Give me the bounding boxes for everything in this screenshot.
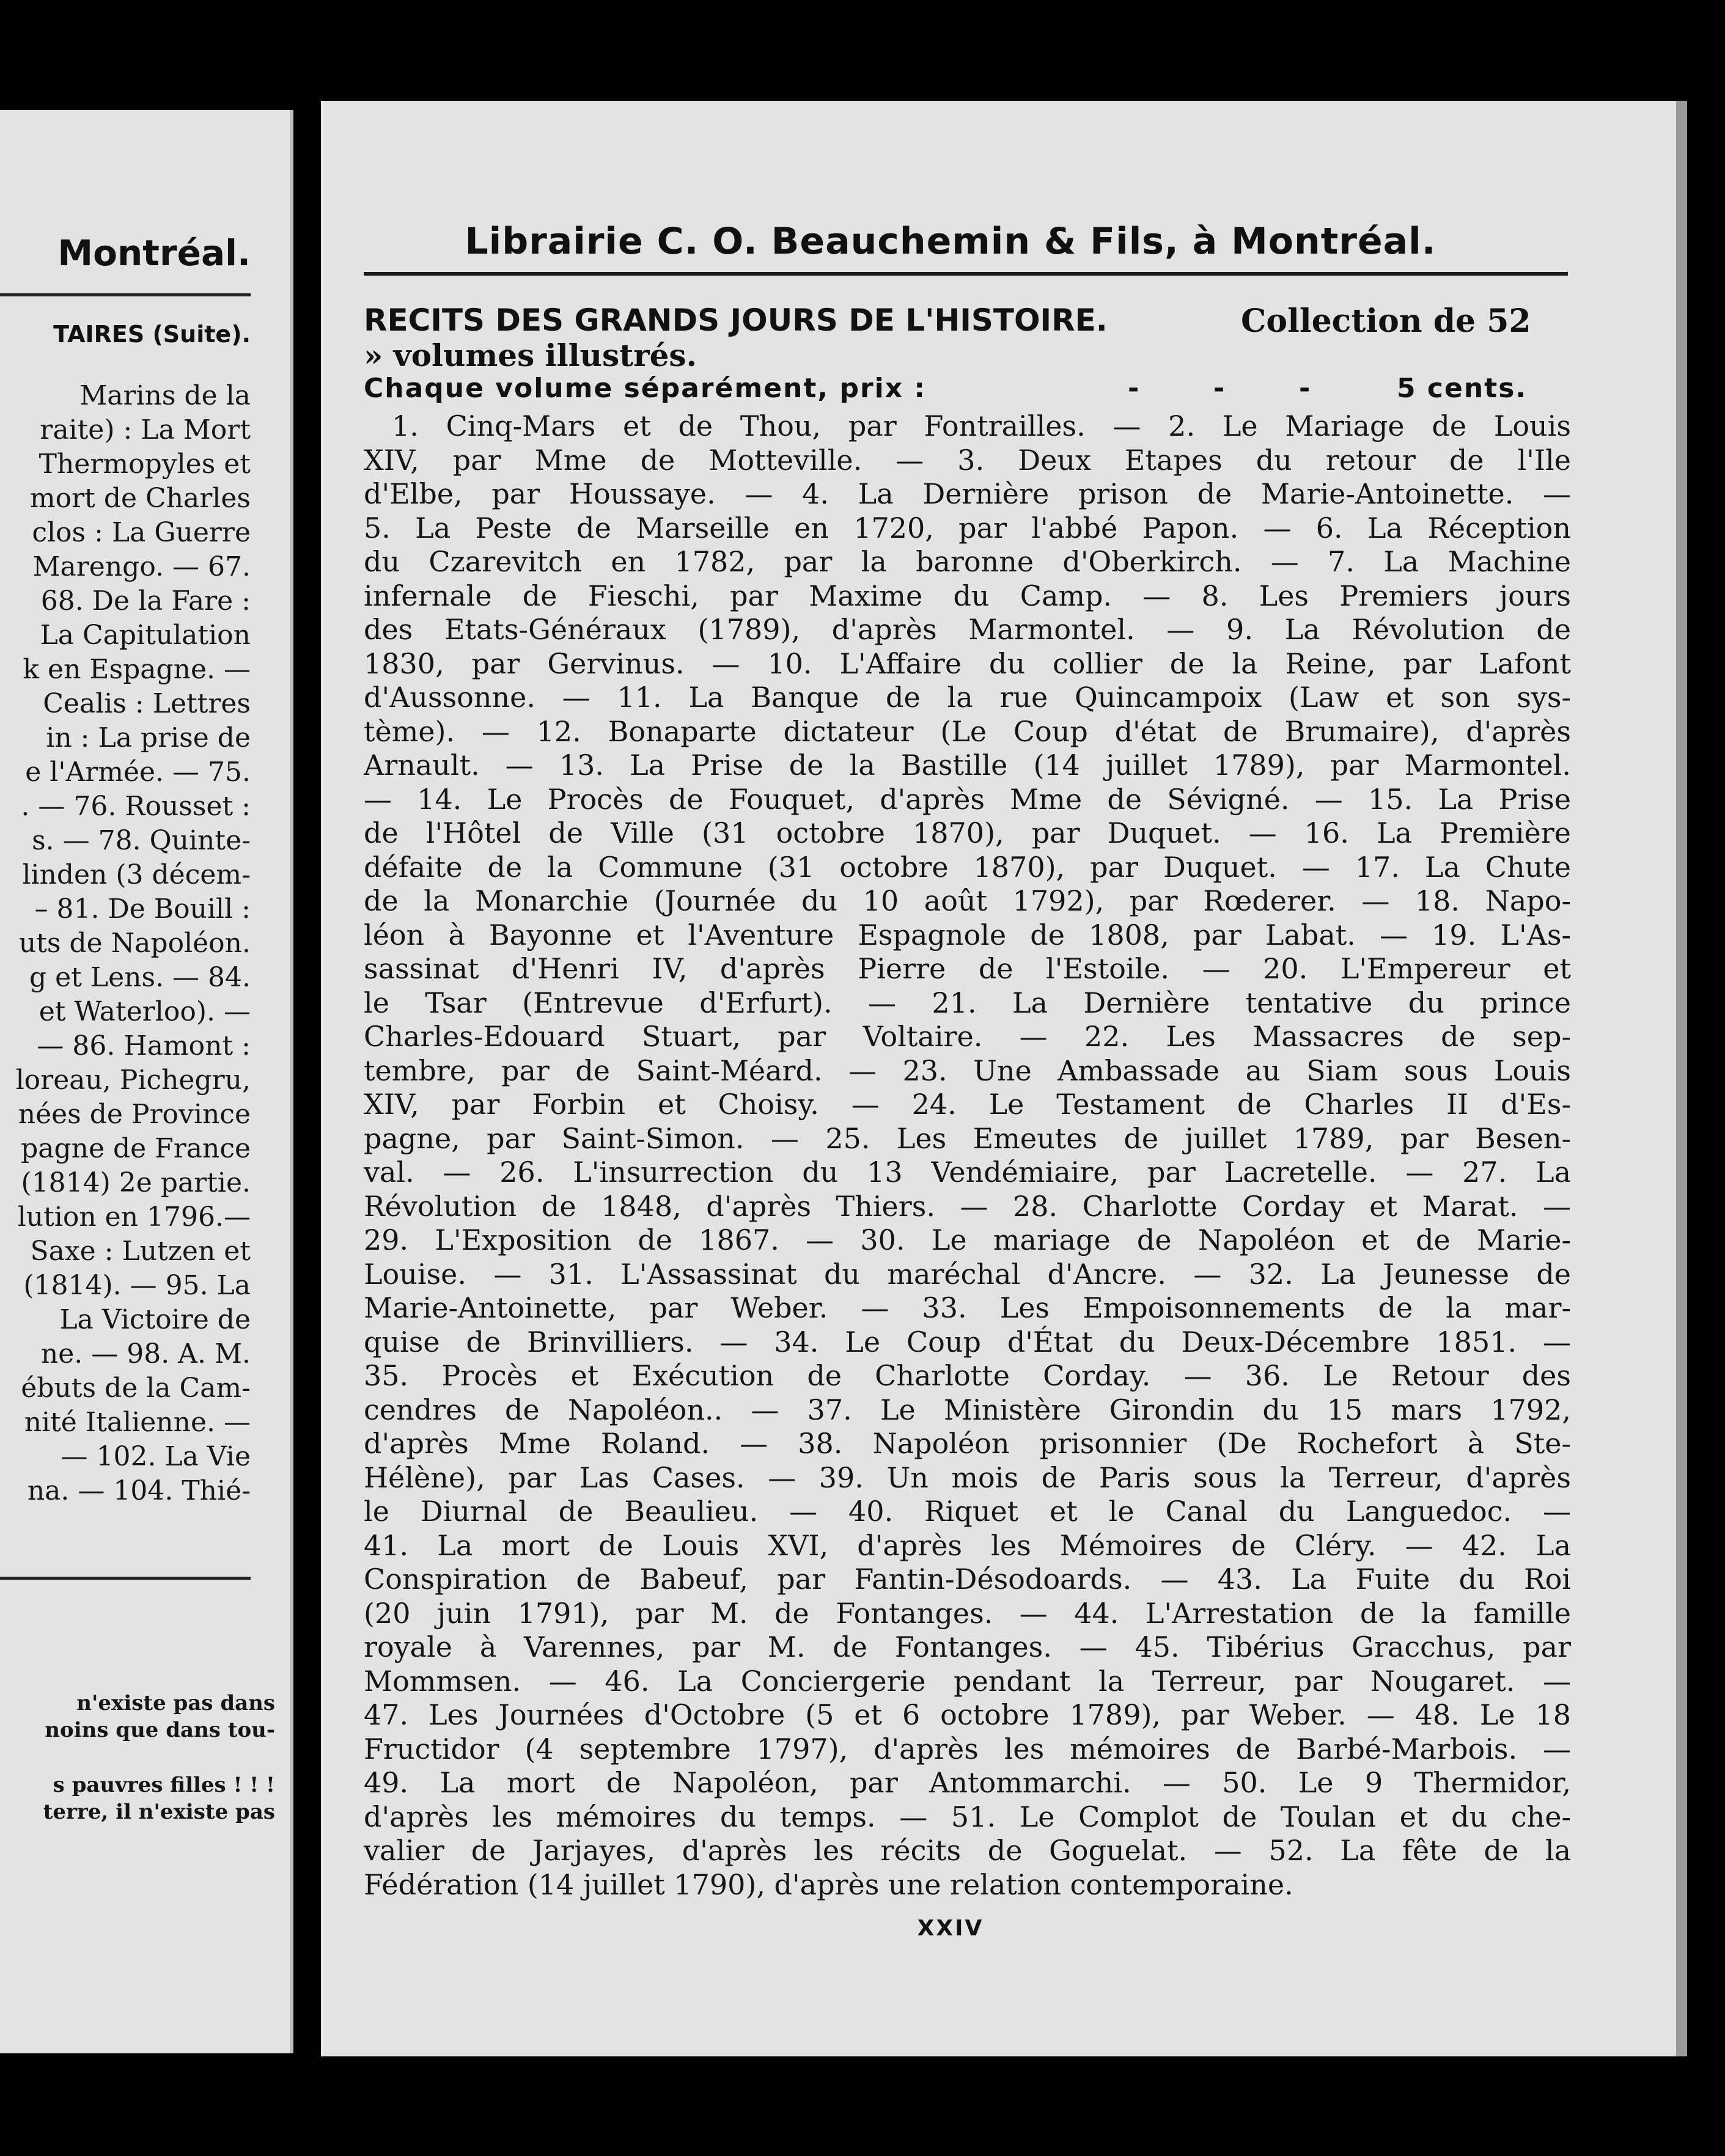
text-line: 35. Procès et Exécution de Charlotte Corday. — 36. Le Retour des [364,1359,1571,1392]
text-line: et Waterloo). — [39,996,251,1027]
text-line: valier de Jarjayes, d'après les récits de Goguelat. — 52. La fête de la [364,1834,1571,1867]
text-line: La Victoire de [59,1304,251,1335]
text-line: loreau, Pichegru, [15,1065,251,1096]
text-line: d'après les mémoires du temps. — 51. Le Complot de Toulan et du che- [364,1800,1571,1833]
text-line: 1. Cinq-Mars et de Thou, par Fontrailles. — 2. Le Mariage de Louis [392,409,1571,442]
page-number: XXIV [917,1916,984,1941]
text-line: Saxe : Lutzen et [30,1236,251,1267]
text-line: des Etats-Généraux (1789), d'après Marmontel. — 9. La Révolution de [364,613,1571,646]
text-line: Fructidor (4 septembre 1797), d'après les mémoires de Barbé-Marbois. — [364,1732,1571,1766]
left-footer-rule [0,1577,251,1580]
text-line: Thermopyles et [39,449,251,480]
collection-title: RECITS DES GRANDS JOURS DE L'HISTOIRE. [364,302,1108,338]
text-line: k en Espagne. — [23,654,251,685]
text-line: — 102. La Vie [61,1441,251,1472]
collection-title-line [364,302,1586,338]
text-line: Conspiration de Babeuf, par Fantin-Désodoards. — 43. La Fuite du Roi [364,1563,1571,1596]
text-line: ébuts de la Cam- [21,1373,251,1404]
text-line: 47. Les Journées d'Octobre (5 et 6 octobre 1789), par Weber. — 48. Le 18 [364,1698,1571,1731]
text-line: ne. — 98. A. M. [40,1338,251,1370]
text-line: de la Monarchie (Journée du 10 août 1792), par Rœderer. — 18. Napo- [364,884,1571,917]
text-line: infernale de Fieschi, par Maxime du Camp. — 8. Les Premiers jours [364,579,1571,612]
note-line: n'existe pas dans [76,1691,275,1715]
text-line: Fédération (14 juillet 1790), d'après une relation contemporaine. [364,1868,1293,1901]
price-line [364,373,1580,404]
text-line: val. — 26. L'insurrection du 13 Vendémiaire, par Lacretelle. — 27. La [364,1156,1571,1189]
note-line: s pauvres filles ! ! ! [53,1773,275,1797]
text-line: Révolution de 1848, d'après Thiers. — 28. Charlotte Corday et Marat. — [364,1189,1571,1223]
price-label: Chaque volume séparément, prix : [364,373,927,404]
text-line: lution en 1796.— [17,1201,251,1233]
left-running-head: Montréal. [57,232,251,274]
text-line: nité Italienne. — [24,1407,251,1438]
text-line: raite) : La Mort [40,414,251,446]
text-line: royale à Varennes, par M. de Fontanges. — 45. Tibérius Gracchus, par [364,1630,1571,1663]
head-rule [364,272,1568,276]
text-line: (1814). — 95. La [23,1270,251,1301]
text-line: Marengo. — 67. [32,551,251,582]
text-line: in : La prise de [46,722,251,754]
text-line: 68. De la Fare : [40,585,251,617]
text-line: — 14. Le Procès de Fouquet, d'après Mme de Sévigné. — 15. La Prise [364,782,1571,816]
text-line: Mommsen. — 46. La Conciergerie pendant la Terreur, par Nougaret. — [364,1664,1571,1698]
note-line: noins que dans tou- [45,1718,275,1742]
text-line: de l'Hôtel de Ville (31 octobre 1870), par Duquet. — 16. La Première [364,816,1571,849]
text-line: Charles-Edouard Stuart, par Voltaire. — 22. Les Massacres de sep- [364,1020,1571,1053]
text-line: linden (3 décem- [22,859,251,890]
text-line: d'Aussonne. — 11. La Banque de la rue Quincampoix (Law et son sys- [364,681,1571,714]
price-dash: - [1128,373,1141,404]
text-line: sassinat d'Henri IV, d'après Pierre de l'Estoile. — 20. L'Empereur et [364,952,1571,985]
text-line: XIV, par Forbin et Choisy. — 24. Le Testament de Charles II d'Es- [364,1088,1571,1121]
text-line: cendres de Napoléon.. — 37. Le Ministère Girondin du 15 mars 1792, [364,1393,1571,1426]
left-head-rule [0,293,251,296]
text-line: Cealis : Lettres [43,688,251,719]
text-line: 29. L'Exposition de 1867. — 30. Le mariage de Napoléon et de Marie- [364,1223,1571,1256]
text-line: La Capitulation [40,620,251,651]
price-value: 5 cents. [1397,373,1528,404]
left-notes [0,1690,275,1825]
text-line: 1830, par Gervinus. — 10. L'Affaire du collier de la Reine, par Lafont [364,647,1571,680]
text-line: Hélène), par Las Cases. — 39. Un mois de Paris sous la Terreur, d'après [364,1461,1571,1494]
text-line: (1814) 2e partie. [21,1167,251,1198]
text-line: clos : La Guerre [32,517,251,548]
main-page [321,101,1687,2056]
text-line: tembre, par de Saint-Méard. — 23. Une Ambassade au Siam sous Louis [364,1054,1571,1087]
text-line: 49. La mort de Napoléon, par Antommarchi. — 50. Le 9 Thermidor, [364,1766,1571,1799]
text-line: tème). — 12. Bonaparte dictateur (Le Coup d'état de Brumaire), d'après [364,714,1571,748]
text-line: d'Elbe, par Houssaye. — 4. La Dernière prison de Marie-Antoinette. — [364,477,1571,510]
text-line: nées de Province [18,1099,251,1130]
collection-subtitle: » volumes illustrés. [364,337,697,373]
text-line: Arnault. — 13. La Prise de la Bastille (14 juillet 1789), par Marmontel. [364,749,1571,782]
text-line: g et Lens. — 84. [29,962,251,993]
running-head: Librairie C. O. Beauchemin & Fils, à Montréal. [465,220,1436,263]
text-line: Marins de la [79,380,251,411]
text-line: d'après Mme Roland. — 38. Napoléon prisonnier (De Rochefort à Ste- [364,1427,1571,1460]
price-dash: - [1299,373,1312,404]
text-line: pagne, par Saint-Simon. — 25. Les Emeutes de juillet 1789, par Besen- [364,1121,1571,1155]
text-line: (20 juin 1791), par M. de Fontanges. — 44. L'Arrestation de la famille [364,1596,1571,1630]
text-line: pagne de France [21,1133,251,1164]
text-line: quise de Brinvilliers. — 34. Le Coup d'État du Deux-Décembre 1851. — [364,1325,1571,1358]
price-dash: - [1213,373,1226,404]
text-line: Louise. — 31. L'Assassinat du maréchal d'Ancre. — 32. La Jeunesse de [364,1257,1571,1291]
text-line: — 86. Hamont : [37,1030,251,1062]
text-line: XIV, par Mme de Motteville. — 3. Deux Etapes du retour de l'Ile [364,443,1571,477]
text-line: . — 76. Rousset : [21,791,251,822]
text-line: léon à Bayonne et l'Aventure Espagnole de 1808, par Labat. — 19. L'As- [364,918,1571,952]
text-line: 5. La Peste de Marseille en 1720, par l'abbé Papon. — 6. La Réception [364,511,1571,544]
left-text-column [0,379,251,1589]
text-line: le Tsar (Entrevue d'Erfurt). — 21. La Dernière tentative du prince [364,986,1571,1019]
left-page-fragment [0,110,293,2053]
text-line: 41. La mort de Louis XVI, d'après les Mémoires de Cléry. — 42. La [364,1528,1571,1562]
text-line: du Czarevitch en 1782, par la baronne d'Oberkirch. — 7. La Machine [364,545,1571,578]
text-line: le Diurnal de Beaulieu. — 40. Riquet et le Canal du Languedoc. — [364,1495,1571,1528]
text-line: s. — 78. Quinte- [32,825,251,856]
text-line: na. — 104. Thié- [27,1475,251,1506]
text-line: e l'Armée. — 75. [25,757,251,788]
text-line: – 81. De Bouill : [34,893,251,925]
text-line: Marie-Antoinette, par Weber. — 33. Les Empoisonnements de la mar- [364,1291,1571,1324]
collection-count: Collection de 52 [1241,302,1531,340]
left-section-heading: TAIRES (Suite). [53,321,251,348]
text-line: défaite de la Commune (31 octobre 1870), par Duquet. — 17. La Chute [364,850,1571,884]
text-line: uts de Napoléon. [18,928,251,959]
note-line: terre, il n'existe pas [43,1800,275,1824]
catalogue-listing [364,409,1571,1902]
text-line: mort de Charles [29,483,251,514]
